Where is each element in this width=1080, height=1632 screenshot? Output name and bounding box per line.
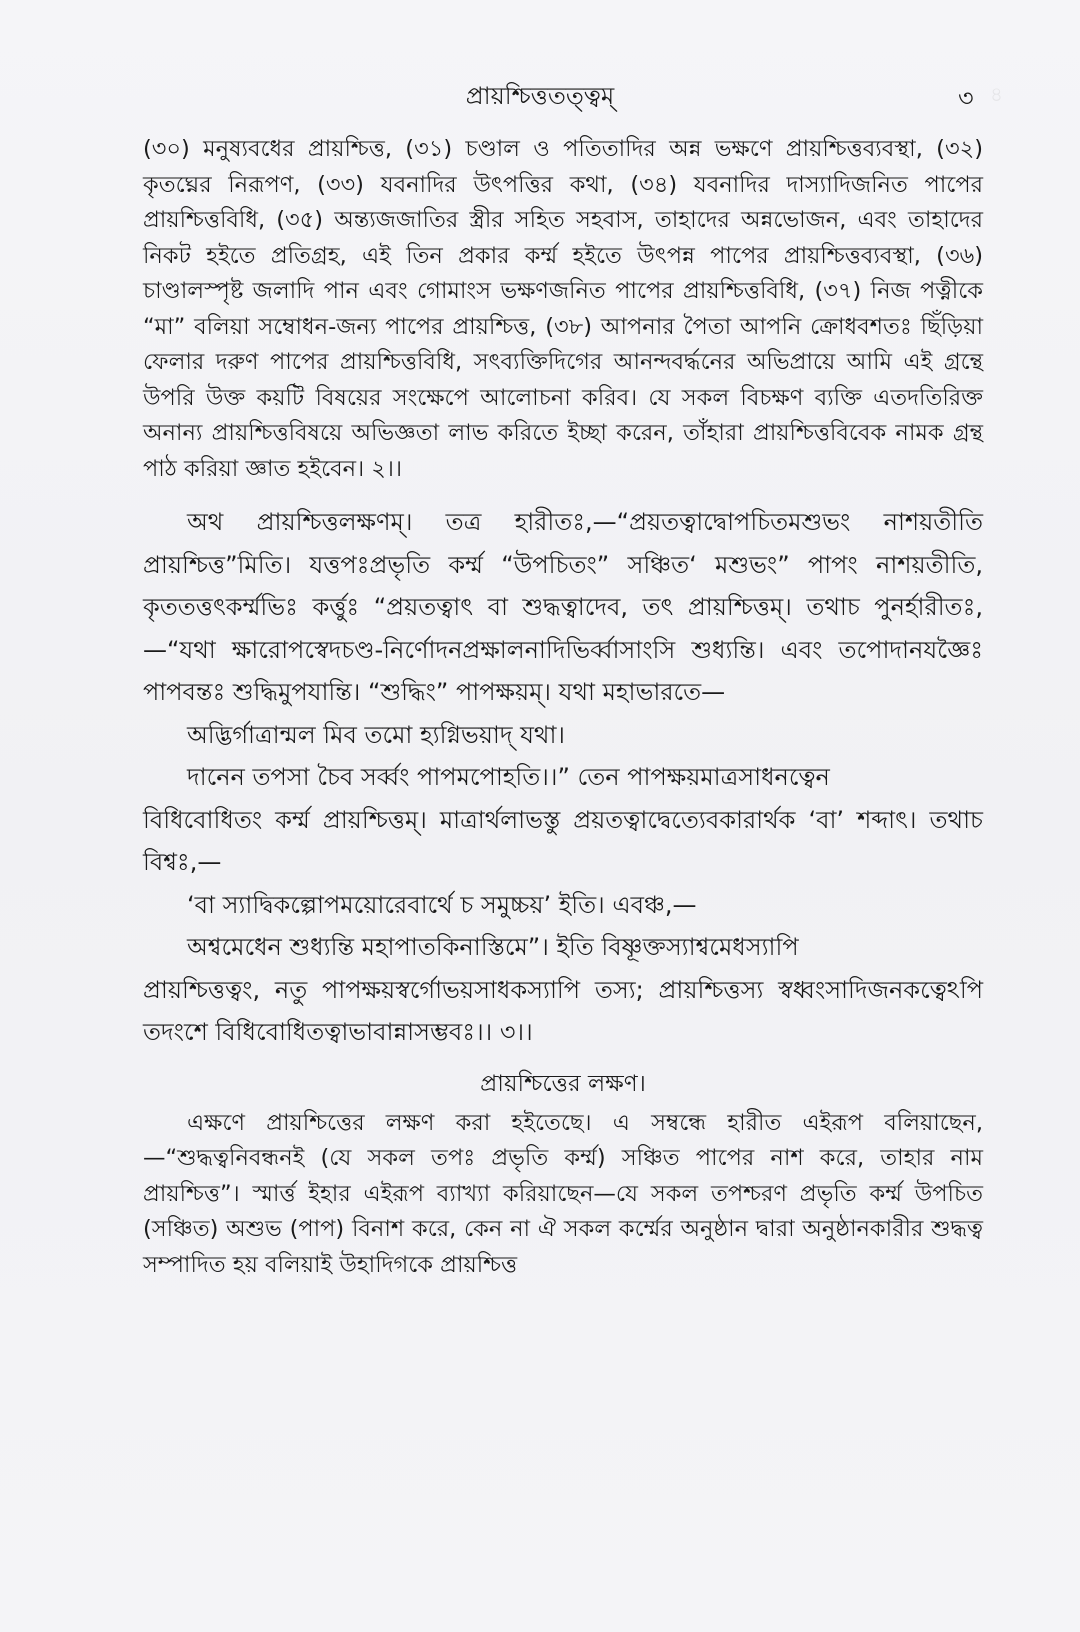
running-title: প্রায়শ্চিত্ততত্ত্বম্: [465, 82, 615, 110]
bleed-through-page-number: ৪: [990, 82, 1003, 106]
verse-line: অদ্ভির্গাত্রান্মল মিব তমো হ্যগ্নিভয়াদ্ যথা।: [187, 720, 566, 749]
paragraph-sanskrit-definition: অথ প্রায়শ্চিত্তলক্ষণম্। তত্র হারীতঃ,—“প্রয়তত্বাদ্বোপচিতমশুভং নাশয়তীতি প্রায়শ্চিত্ত”মিতি। যত্তপঃপ্রভৃতি কর্ম্ম “উপচিতং” সঞ্চিত‘ মশুভং” পাপং নাশয়তীতি, কৃততত্তৎকর্ম্মভিঃ কর্ত্তুঃ “প্রয়তত্বাৎ বা শুদ্ধত্বাদেব, তৎ প্রায়শ্চিত্তম্। তথাচ পুনর্হারীতঃ,—“যথা ক্ষারোপস্বেদচণ্ড-নির্ণোদনপ্রক্ষালনাদিভির্ব্বাসাংসি শুধ্যন্তি। এবং তপোদানযজ্ঞৈঃ পাপবন্তঃ শুদ্ধিমুপযান্তি। “শুদ্ধিং” পাপক্ষয়ম্। যথা মহাভারতে—: [143, 508, 983, 706]
paragraph-continuation: প্রায়শ্চিত্তত্বং, নতু পাপক্ষয়স্বর্গোভয়সাধকস্যাপি তস্য; প্রায়শ্চিত্তস্য স্বধ্বংসাদিজনকত্বেঽপি তদংশে বিধিবোধিতত্বাভাবান্নাসম্ভবঃ।। ৩।।: [143, 975, 983, 1046]
page-number: ৩: [958, 84, 974, 112]
paragraph-bengali-translation: এক্ষণে প্রায়শ্চিত্তের লক্ষণ করা হইতেছে। এ সম্বন্ধে হারীত এইরূপ বলিয়াছেন, —“শুদ্ধত্বনিবন্ধনই (যে সকল তপঃ প্রভৃতি কর্ম্ম) সঞ্চিত পাপের নাশ করে, তাহার নাম প্রায়শ্চিত্ত”। স্মার্ত্ত ইহার এইরূপ ব্যাখ্যা করিয়াছেন—যে সকল তপশ্চরণ প্রভৃতি কর্ম্ম উপচিত (সঞ্চিত) অশুভ (পাপ) বিনাশ করে, কেন না ঐ সকল কর্ম্মের অনুষ্ঠান দ্বারা অনুষ্ঠানকারীর শুদ্ধত্ব সম্পাদিত হয় বলিয়াই উহাদিগকে প্রায়শ্চিত্ত: [143, 1109, 983, 1278]
page-body: [143, 132, 983, 1283]
paragraph-topics-list: (৩০) মনুষ্যবধের প্রায়শ্চিত্ত, (৩১) চণ্ডাল ও পতিতাদির অন্ন ভক্ষণে প্রায়শ্চিত্তব্যবস্থা, (৩২) কৃতঘ্নের নিরূপণ, (৩৩) যবনাদির উৎপত্তির কথা, (৩৪) যবনাদির দাস্যাদিজনিত পাপের প্রায়শ্চিত্তবিধি, (৩৫) অন্ত্যজজাতির স্ত্রীর সহিত সহবাস, তাহাদের অন্নভোজন, এবং তাহাদের নিকট হইতে প্রতিগ্রহ, এই তিন প্রকার কর্ম্ম হইতে উৎপন্ন পাপের প্রায়শ্চিত্তব্যবস্থা, (৩৬) চাণ্ডালস্পৃষ্ট জলাদি পান এবং গোমাংস ভক্ষণজনিত পাপের প্রায়শ্চিত্তবিধি, (৩৭) নিজ পত্নীকে “মা” বলিয়া সম্বোধন-জন্য পাপের প্রায়শ্চিত্ত, (৩৮) আপনার পৈতা আপনি ক্রোধবশতঃ ছিঁড়িয়া ফেলার দরুণ পাপের প্রায়শ্চিত্তবিধি, সৎব্যক্তিদিগের আনন্দবর্দ্ধনের অভিপ্রায়ে আমি এই গ্রন্থে উপরি উক্ত কয়টি বিষয়ের সংক্ষেপে আলোচনা করিব। যে সকল বিচক্ষণ ব্যক্তি এতদতিরিক্ত অনান্য প্রায়শ্চিত্তবিষয়ে অভিজ্ঞতা লাভ করিতে ইচ্ছা করেন, তাঁহারা প্রায়শ্চিত্তবিবেক নামক গ্রন্থ পাঠ করিয়া জ্ঞাত হইবেন। ২।।: [143, 136, 983, 482]
section-subheading: প্রায়শ্চিত্তের লক্ষণ।: [480, 1070, 646, 1097]
verse-line: অশ্বমেধেন শুধ্যন্তি মহাপাতকিনাস্তিমে”। ইতি বিষ্ণূক্তস্যাশ্বমেধস্যাপি: [187, 933, 799, 961]
verse-line: দানেন তপসা চৈব সর্ব্বং পাপমপোহতি।।” তেন পাপক্ষয়মাত্রসাধনত্বেন: [187, 763, 830, 791]
verse-line: ‘বা স্যাদ্বিকল্পোপময়োরেবার্থে চ সমুচ্চয়’ ইতি। এবঞ্চ,—: [187, 890, 697, 919]
paragraph-continuation: বিধিবোধিতং কর্ম্ম প্রায়শ্চিত্তম্। মাত্রার্থলাভস্তু প্রয়তত্বাদ্বেত্যেবকারার্থক ‘বা’ শব্দাৎ। তথাচ বিশ্বঃ,—: [143, 805, 983, 876]
